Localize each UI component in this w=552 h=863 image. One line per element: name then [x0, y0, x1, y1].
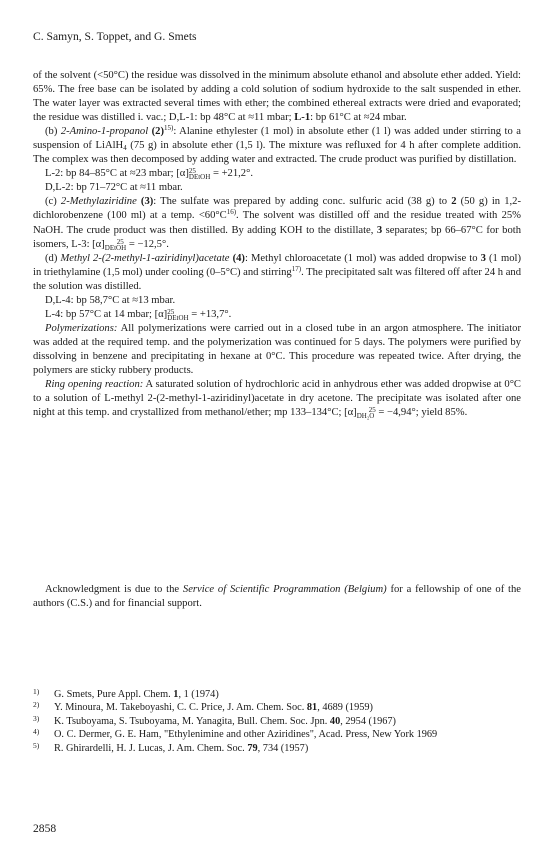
- reference-item: 3) K. Tsuboyama, S. Tsuboyama, M. Yanagita, Bull. Chem. Soc. Jpn. 40, 2954 (1967): [33, 713, 396, 727]
- running-header: C. Samyn, S. Toppet, and G. Smets: [33, 30, 197, 43]
- reference-item: 1) G. Smets, Pure Appl. Chem. 1, 1 (1974): [33, 687, 219, 700]
- acknowledgment: Acknowledgment is due to the Service of Scientific Programmation (Belgium) for a fellowship of one of the authors (C.S.) and for financial support.: [33, 584, 521, 610]
- reference-item: 5) R. Ghirardelli, H. J. Lucas, J. Am. Chem. Soc. 79, 734 (1957): [33, 740, 309, 754]
- data-line-l2: L-2: bp 84–85°C at ≈23 mbar; [α]25 DEtOH = +21,2°.: [45, 167, 253, 182]
- paragraph-c: (c) 2-Methylaziridine (3): The sulfate was prepared by adding conc. sulfuric acid (38 g) to 2 (50 g) in 1,2-dichlorobenzene (100 ml) at a temp. $<60^\circ C^{16)}$. The solvent was distilled off and the residue treated with 25% NaOH. The crude product was then distilled. By adding KOH to the distillate, 3 separates; bp 66–67°C for both isomers, L-3: [α] 25 DEtOH = −12,5°.: [33, 196, 522, 252]
- paragraph-ring-opening: Ring opening reaction: A saturated solution of hydrochloric acid in anhydrous ether was added dropwise at 0°C to a solution of L-methyl 2-(2-methyl-1-aziridinyl)acetate in dry acetone. The precipitate was isolated after one night at this temp. and crystallized from methanol/ether; mp 133–134°C; [α] 25 DH₂O = −4,94°; yield 85%.: [33, 379, 521, 421]
- reference-list: [33, 688, 521, 755]
- data-line-l4: L-4: bp 57°C at 14 mbar; [α]25 DEtOH = +13,7°.: [45, 307, 232, 322]
- data-line-dl4: D,L-4: bp 58,7°C at ≈13 mbar.: [45, 294, 176, 306]
- paragraph-continuation: of the solvent (<50°C) the residue was dissolved in the minimum absolute ethanol and absolute ether added. Yield: 65%. The free base can be isolated by adding a cold solution of sodium hydroxide to the salt suspended in ether. The water layer was extracted several times with ether; the combined ethereal extracts were dried and evaporated; the residue was distilled i. vac.; D,L-1: bp 48°C at ≈11 mbar; L-1: bp 61°C at ≈24 mbar.: [33, 70, 521, 124]
- data-line-dl2: D,L-2: bp 71–72°C at ≈11 mbar.: [45, 182, 183, 194]
- paragraph-d: (d) Methyl 2-(2-methyl-1-aziridinyl)acetate (4): Methyl chloroacetate (1 mol) was added dropwise to 3 (1 mol) in triethylamine (1,5 mol) under cooling (0–5°C) and stirring$^{17)}$. The precipitated salt was filtered off after 24 h and the solution was distilled.: [33, 252, 522, 292]
- reference-item: 4) O. C. Dermer, G. E. Ham, "Ethylenimine and other Aziridines", Acad. Press, New York 1969: [33, 727, 438, 741]
- paragraph-b: (b) 2-Amino-1-propanol $(2)^{15)}$: Alanine ethylester (1 mol) in absolute ether (1 l) was added under stirring to a suspension of LiAlH$_4$ (75 g) in absolute ether (1,5 l). The mixture was refluxed for 4 h after complete addition. The complex was then decomposed by adding water and extracted. The crude product was purified by distillation.: [33, 124, 521, 166]
- page-number: 2858: [33, 822, 57, 835]
- reference-item: 2) Y. Minoura, M. Takeboyashi, C. C. Price, J. Am. Chem. Soc. 81, 4689 (1959): [33, 700, 373, 714]
- experimental-section: [33, 69, 521, 420]
- paragraph-polymerizations: Polymerizations: All polymerizations were carried out in a closed tube in an argon atmosphere. The initiator was added at the required temp. and the polymerization was continued for 5 days. The polymers were purified by dissolving in benzene and precipitating in hexane at 0°C. This procedure was repeated twice. After drying, the polymers are sticky rubbery products.: [33, 322, 521, 376]
